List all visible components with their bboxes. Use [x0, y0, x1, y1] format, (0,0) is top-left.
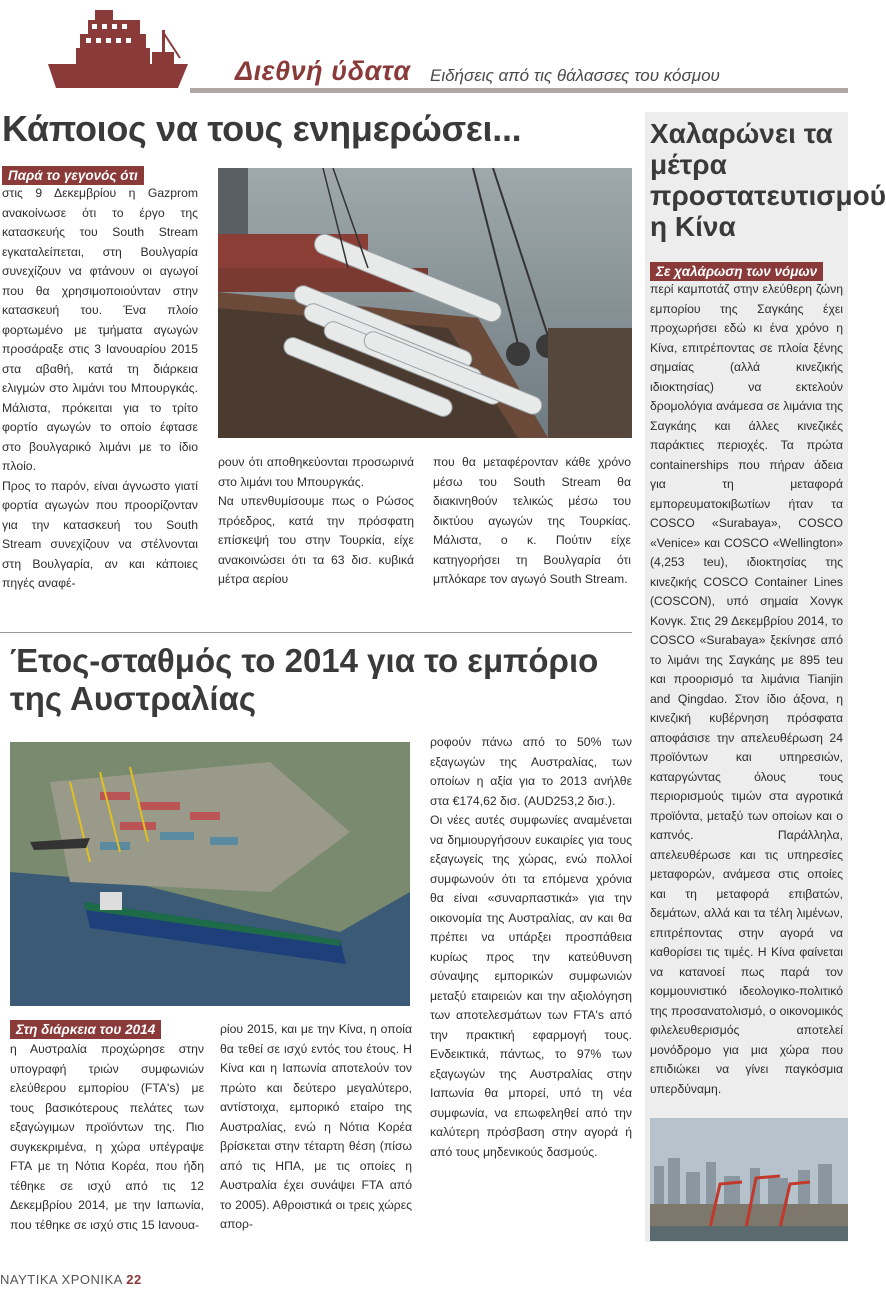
pipe-cargo-photo — [218, 168, 632, 438]
section-divider — [0, 632, 632, 633]
article1-paragraph: Προς το παρόν, είναι άγνωστο γιατί φορτία αγωγών που προορίζονταν για την κατασκευή του South Stream συνεχίζουν να στέλνονται στη Βουλγαρία, αν και κάποιες πηγές αναφέ- — [2, 478, 198, 590]
page-number: 22 — [126, 1272, 142, 1287]
article1-column-1 — [2, 184, 198, 604]
article2-column-1 — [10, 1040, 204, 1240]
article2-column-2 — [220, 1020, 412, 1240]
article2-column-3 — [430, 733, 632, 1223]
section-subtitle: Ειδήσεις από τις θάλασσες του κόσμου — [430, 66, 720, 85]
section-title: Διεθνή ύδατα — [235, 56, 411, 86]
australia-port-illustration — [10, 742, 410, 1006]
port-cranes-photo — [650, 1118, 848, 1241]
page-footer — [0, 1272, 142, 1287]
sidebar-body — [650, 280, 843, 1110]
article1-paragraph: ρουν ότι αποθηκεύονται προσωρινά στο λιμάνι του Μπουργκάς. — [218, 455, 414, 489]
article1-headline: Κάποιος να τους ενημερώσει... — [2, 108, 522, 149]
article1-paragraph: Να υπενθυμίσουμε πως ο Ρώσος πρόεδρος, κατά την πρόσφατη επίσκεψή του στην Τουρκία, είχε ανακοινώσει ότι τα 63 δισ. κυβικά μέτρα αερίου — [218, 494, 414, 586]
ship-logo-icon — [40, 8, 190, 92]
article1-paragraph: στις 9 Δεκεμβρίου η Gazprom ανακοίνωσε ότι το έργο της κατασκευής του South Stream εγκαταλείπεται, στη Βουλγαρία συνεχίζουν να φτάνουν οι αγωγοί που θα χρησιμοποιούνταν στην κατασκευή του. Ένα πλοίο φορτωμένο με τμήματα αγωγών προσάραξε στις 3 Ιανουαρίου 2015 στα αβαθή, κατά τη διάρκεια ελιγμών στο λιμάνι του Μπουργκάς. Μάλιστα, πρόκειται για το τρίτο φορτίο αγωγών το οποίο έφτασε στο βουλγαρικό λιμάνι με το ίδιο πλοίο. — [2, 186, 198, 473]
article2-paragraph: η Αυστραλία προχώρησε στην υπογραφή τριών συμφωνιών ελεύθερου εμπορίου (FTA's) με τους βασικότερους πελάτες των εξαγώγιμων προϊόντων της. Πιο συγκεκριμένα, η χώρα υπέγραψε FTA με τη Νότια Κορέα, που ήδη τέθηκε σε ισχύ από τις 12 Δεκεμβρίου 2014, με την Ιαπωνία, που τέθηκε σε ισχύ στις 15 Ιανουα- — [10, 1042, 204, 1232]
article1-column-3 — [433, 453, 631, 603]
article1-column-2 — [218, 453, 414, 603]
pipe-cargo-illustration — [218, 168, 632, 438]
australia-port-photo — [10, 742, 410, 1006]
article2-paragraph: Οι νέες αυτές συμφωνίες αναμένεται να δημιουργήσουν ευκαιρίες για τους εξαγωγείς της χώρας, ενώ πολλοί συμφωνούν ότι τα επόμενα χρόνια θα είναι «συναρπαστικά» για την οικονομία της Αυστραλίας, αν και θα πρέπει να υπάρξει προσπάθεια κυρίως προς την κατεύθυνση σύναψης εμπορικών συμφωνιών μεταξύ εταιρειών και την αξιολόγηση των αποτελεσμάτων των FTA's από την πρακτική εφαρμογή τους. Ενδεικτικά, πάντως, το 97% των εξαγωγών της Αυστραλίας στην Ιαπωνία θα μπορεί, υπό τη νέα συμφωνία, να επωφεληθεί από την καλύτερη πρόσβαση στην αγορά ή από τους μηδενικούς δασμούς. — [430, 813, 632, 1159]
article1-paragraph: που θα μεταφέρονταν κάθε χρόνο μέσω του South Stream θα διακινηθούν τελικώς μέσω του δικτύου αγωγών της Τουρκίας. Μάλιστα, ο κ. Πούτιν είχε κατηγορήσει τη Βουλγαρία ότι μπλόκαρε τον αγωγό South Stream. — [433, 455, 631, 586]
masthead — [0, 0, 848, 100]
sidebar-paragraph: περί καμποτάζ στην ελεύθερη ζώνη εμπορίου της Σαγκάης έχει προχωρήσει εδώ κι ένα χρόνο η Κίνα, επιτρέποντας σε πλοία ξένης σημαίας (αλλά κινεζικής ιδιοκτησίας) να εκτελούν δρομολόγια ανάμεσα σε λιμάνια της Σαγκάης και άλλες κινεζικές παράκτιες περιοχές. Τα πρώτα containerships που πήραν άδεια για τη μεταφορά εμπορευματοκιβωτίων ήταν τα COSCO «Surabaya», COSCO «Venice» και COSCO «Wellington» (4,253 teu), ιδιοκτησίας της κινεζικής COSCO Container Lines (COSCON), υπό σημαία Χονγκ Κονγκ. Στις 29 Δεκεμβρίου 2014, το COSCO «Surabaya» ξεκίνησε από το λιμάνι της Σαγκάης με 895 teu και προορισμό τα λιμάνια Tianjin and Qingdao. Στον ίδιο άξονα, η κινεζική κυβέρνηση πρόσφατα αποφάσισε την απελευθέρωση 24 προϊόντων και υπηρεσιών, καταργώντας όλους τους περιορισμούς τιμών στα αγροτικά προϊόντα, μεταξύ των οποίων και ο καπνός. Παράλληλα, απελευθέρωσε και τις υπηρεσίες μεταφορών, ανάμεσα στις οποίες και τη μεταφορά επιβατών, δεμάτων, αλλά και τα τέλη λιμένων, επιτρέποντας στην αγορά να καθορίσει τις τιμές. Η Κίνα φαίνεται να κατανοεί πως παρά τον κομμουνιστικό ιδεολογικο-πολιτικό της προσανατολισμό, ο οικονομικός φιλελευθερισμός αποτελεί μονόδρομο για μια χώρα που επιδιώκει να γίνει παγκόσμια υπερδύναμη. — [650, 282, 843, 1096]
article2-paragraph: ροφούν πάνω από το 50% των εξαγωγών της Αυστραλίας, των οποίων η αξία για το 2013 ανήλθε στα €174,62 δισ. (AUD253,2 δισ.). — [430, 735, 632, 808]
sidebar-kicker: Σε χαλάρωση των νόμων — [650, 262, 823, 281]
article2-paragraph: ρίου 2015, και με την Κίνα, η οποία θα τεθεί σε ισχύ εντός του έτους. Η Κίνα και η Ιαπωνία αποτελούν τον πρώτο και δεύτερο μεγαλύτερο, αντίστοιχα, εμπορικό εταίρο της Αυστραλίας, ενώ η Νότια Κορέα βρίσκεται στην τέταρτη θέση (πίσω από τις ΗΠΑ, με τις οποίες η Αυστραλία έχει συνάψει FTA από το 2005). Αθροιστικά οι τρεις χώρες απορ- — [220, 1022, 412, 1231]
sidebar-headline: Χαλαρώνει τα μέτρα προστατευτισμού η Κίνα — [650, 118, 886, 242]
publication-name: ΝΑΥΤΙΚΑ ΧΡΟΝΙΚΑ — [0, 1272, 123, 1287]
article2-kicker: Στη διάρκεια του 2014 — [10, 1020, 161, 1039]
article1-kicker: Παρά το γεγονός ότι — [2, 166, 144, 185]
article2-headline: Έτος-σταθμός το 2014 για το εμπόριο της Αυστραλίας — [10, 642, 599, 717]
masthead-rule — [190, 88, 848, 93]
port-cranes-illustration — [650, 1118, 848, 1241]
